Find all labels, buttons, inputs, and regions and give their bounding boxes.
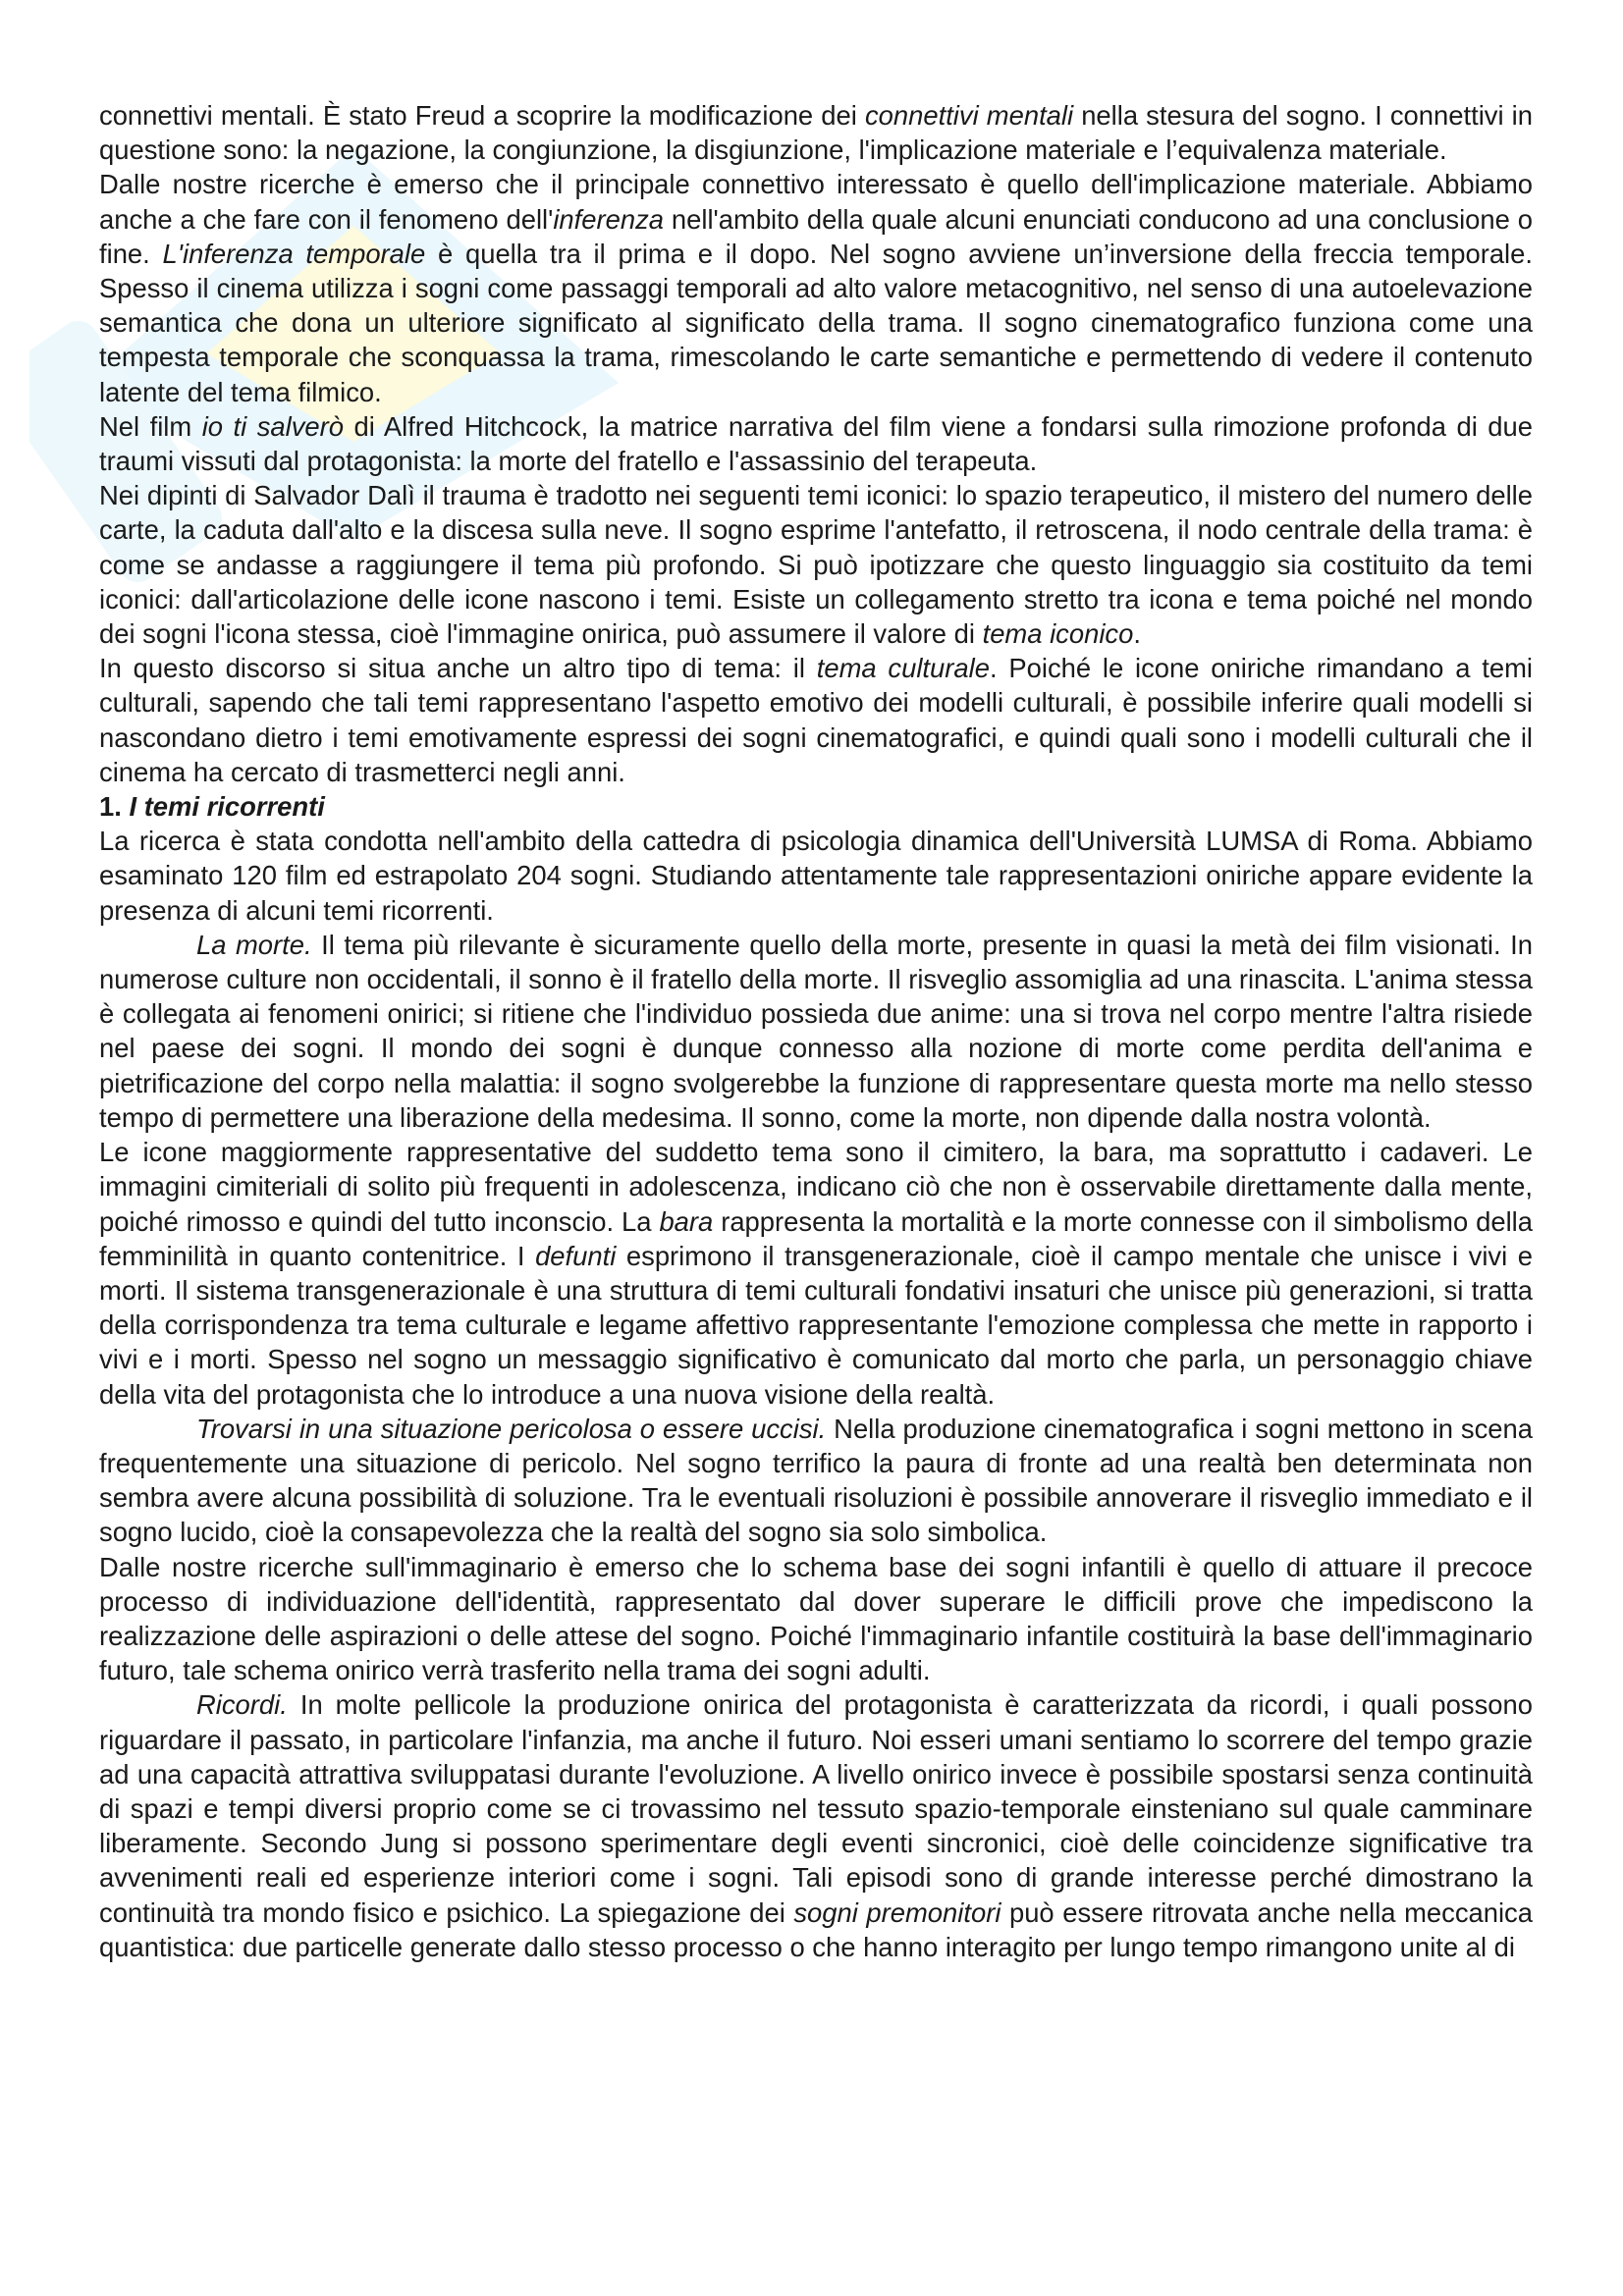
emphasis-term: bara bbox=[659, 1205, 714, 1237]
paragraph: Trovarsi in una situazione pericolosa o essere uccisi. Nella produzione cinematografica i sogni mettono in scena frequentemente una situazione di pericolo. Nel sogno terrifico la paura di fronte ad una realtà ben determinata non sembra avere alcuna possibilità di soluzione. Tra le eventuali risoluzioni è possibile annoverare il risveglio immediato e il sogno lucido, cioè la consapevolezza che la realtà del sogno sia solo simbolica. bbox=[99, 1413, 1533, 1548]
paragraph: Dalle nostre ricerche è emerso che il principale connettivo interessato è quello dell'implicazione materiale. Abbiamo anche a che fare con il fenomeno dell'inferenza nell'ambito della quale alcuni enunciati conducono ad una conclusione o fine. L'inferenza temporale è quella tra il prima e il dopo. Nel sogno avviene un’inversione della freccia temporale. Spesso il cinema utilizza i sogni come passaggi temporali ad alto valore metacognitivo, nel senso di una autoelevazione semantica che dona un ulteriore significato al significato della trama. Il sogno cinematografico funziona come una tempesta temporale che sconquassa la trama, rimescolando le carte semantiche e permettendo di vedere il contenuto latente del tema filmico. bbox=[99, 169, 1533, 407]
emphasis-term: sogni premonitori bbox=[793, 1896, 1001, 1928]
paragraph: In questo discorso si situa anche un altro tipo di tema: il tema culturale. Poiché le icone oniriche rimandano a temi culturali, sapendo che tali temi rappresentano l'aspetto emotivo dei modelli culturali, è possibile inferire quali modelli si nascondano dietro i temi emotivamente espressi dei sogni cinematografici, e quindi quali sono i modelli culturali che il cinema ha cercato di trasmetterci negli anni. bbox=[99, 653, 1533, 787]
document-page bbox=[99, 98, 1533, 1964]
paragraph: Nel film io ti salverò di Alfred Hitchcock, la matrice narrativa del film viene a fondarsi sulla rimozione profonda di due traumi vissuti dal protagonista: la morte del fratello e l'assassinio del terapeuta. bbox=[99, 410, 1533, 477]
paragraph: Ricordi. In molte pellicole la produzione onirica del protagonista è caratterizzata da ricordi, i quali possono riguardare il passato, in particolare l'infanzia, ma anche il futuro. Noi esseri umani sentiamo lo scorrere del tempo grazie ad una capacità attrattiva sviluppatasi durante l'evoluzione. A livello onirico invece è possibile spostarsi senza continuità di spazi e tempi diversi proprio come se ci trovassimo nel tessuto spazio-temporale einsteniano sul quale camminare liberamente. Secondo Jung si possono sperimentare degli eventi sincronici, cioè delle coincidenze significative tra avvenimenti reali ed esperienze interiori come i sogni. Tali episodi sono di grande interesse perché dimostrano la continuità tra mondo fisico e psichico. La spiegazione dei sogni premonitori può essere ritrovata anche nella meccanica quantistica: due particelle generate dallo stesso processo o che hanno interagito per lungo tempo rimangono unite al di bbox=[99, 1689, 1533, 1962]
paragraph: Le icone maggiormente rappresentative del suddetto tema sono il cimitero, la bara, ma soprattutto i cadaveri. Le immagini cimiteriali di solito più frequenti in adolescenza, indicano ciò che non è osservabile direttamente dalla mente, poiché rimosso e quindi del tutto inconscio. La bara rappresenta la mortalità e la morte connesse con il simbolismo della femminilità in quanto contenitrice. I defunti esprimono il transgenerazionale, cioè il campo mentale che unisce i vivi e morti. Il sistema transgenerazionale è una struttura di temi culturali fondativi insaturi che unisce più generazioni, si tratta della corrispondenza tra tema culturale e legame affettivo rappresentante l'emozione complessa che mette in rapporto i vivi e i morti. Spesso nel sogno un messaggio significativo è comunicato dal morto che parla, un personaggio chiave della vita del protagonista che lo introduce a una nuova visione della realtà. bbox=[99, 1137, 1533, 1410]
paragraph: connettivi mentali. È stato Freud a scoprire la modificazione dei connettivi mentali nella stesura del sogno. I connettivi in questione sono: la negazione, la congiunzione, la disgiunzione, l'implicazione materiale e l’equivalenza materiale. bbox=[99, 100, 1533, 166]
emphasis-term: defunti bbox=[535, 1240, 617, 1271]
emphasis-term: tema iconico bbox=[982, 618, 1134, 650]
emphasis-term: tema culturale bbox=[816, 653, 990, 684]
section-title: I temi ricorrenti bbox=[129, 791, 325, 823]
emphasis-term: Ricordi. bbox=[196, 1689, 288, 1721]
paragraph: La morte. Il tema più rilevante è sicuramente quello della morte, presente in quasi la metà dei film visionati. In numerose culture non occidentali, il sonno è il fratello della morte. Il risveglio assomiglia ad una rinascita. L'anima stessa è collegata ai fenomeni onirici; si ritiene che l'individuo possieda due anime: una si trova nel corpo mentre l'altra risiede nel paese dei sogni. Il mondo dei sogni è dunque connesso alla nozione di morte come perdita dell'anima e pietrificazione del corpo nella malattia: il sogno svolgerebbe la funzione di rappresentare questa morte ma nello stesso tempo di permettere una liberazione della medesima. Il sonno, come la morte, non dipende dalla nostra volontà. bbox=[99, 929, 1533, 1133]
emphasis-term: connettivi mentali bbox=[864, 100, 1074, 131]
section-heading bbox=[99, 789, 1533, 824]
emphasis-term: Trovarsi in una situazione pericolosa o essere uccisi. bbox=[196, 1413, 827, 1444]
emphasis-term: L'inferenza temporale bbox=[162, 238, 426, 269]
emphasis-term: inferenza bbox=[553, 203, 665, 235]
paragraph: Nei dipinti di Salvador Dalì il trauma è tradotto nei seguenti temi iconici: lo spazio terapeutico, il mistero del numero delle carte, la caduta dall'alto e la discesa sulla neve. Il sogno esprime l'antefatto, il retroscena, il nodo centrale della trama: è come se andasse a raggiungere il tema più profondo. Si può ipotizzare che questo linguaggio sia costituito da temi iconici: dall'articolazione delle icone nascono i temi. Esiste un collegamento stretto tra icona e tema poiché nel mondo dei sogni l'icona stessa, cioè l'immagine onirica, può assumere il valore di tema iconico. bbox=[99, 480, 1533, 650]
paragraph: La ricerca è stata condotta nell'ambito della cattedra di psicologia dinamica dell'Università LUMSA di Roma. Abbiamo esaminato 120 film ed estrapolato 204 sogni. Studiando attentamente tale rappresentazioni oniriche appare evidente la presenza di alcuni temi ricorrenti. bbox=[99, 826, 1533, 926]
emphasis-term: io ti salverò bbox=[201, 410, 345, 442]
section-number: 1. bbox=[99, 791, 130, 823]
paragraph: Dalle nostre ricerche sull'immaginario è emerso che lo schema base dei sogni infantili è quello di attuare il precoce processo di individuazione dell'identità, rappresentato dal dover superare le difficili prove che impediscono la realizzazione delle aspirazioni o delle attese del sogno. Poiché l'immaginario infantile costituirà la base dell'immaginario futuro, tale schema onirico verrà trasferito nella trama dei sogni adulti. bbox=[99, 1551, 1533, 1686]
emphasis-term: La morte. bbox=[196, 929, 312, 960]
